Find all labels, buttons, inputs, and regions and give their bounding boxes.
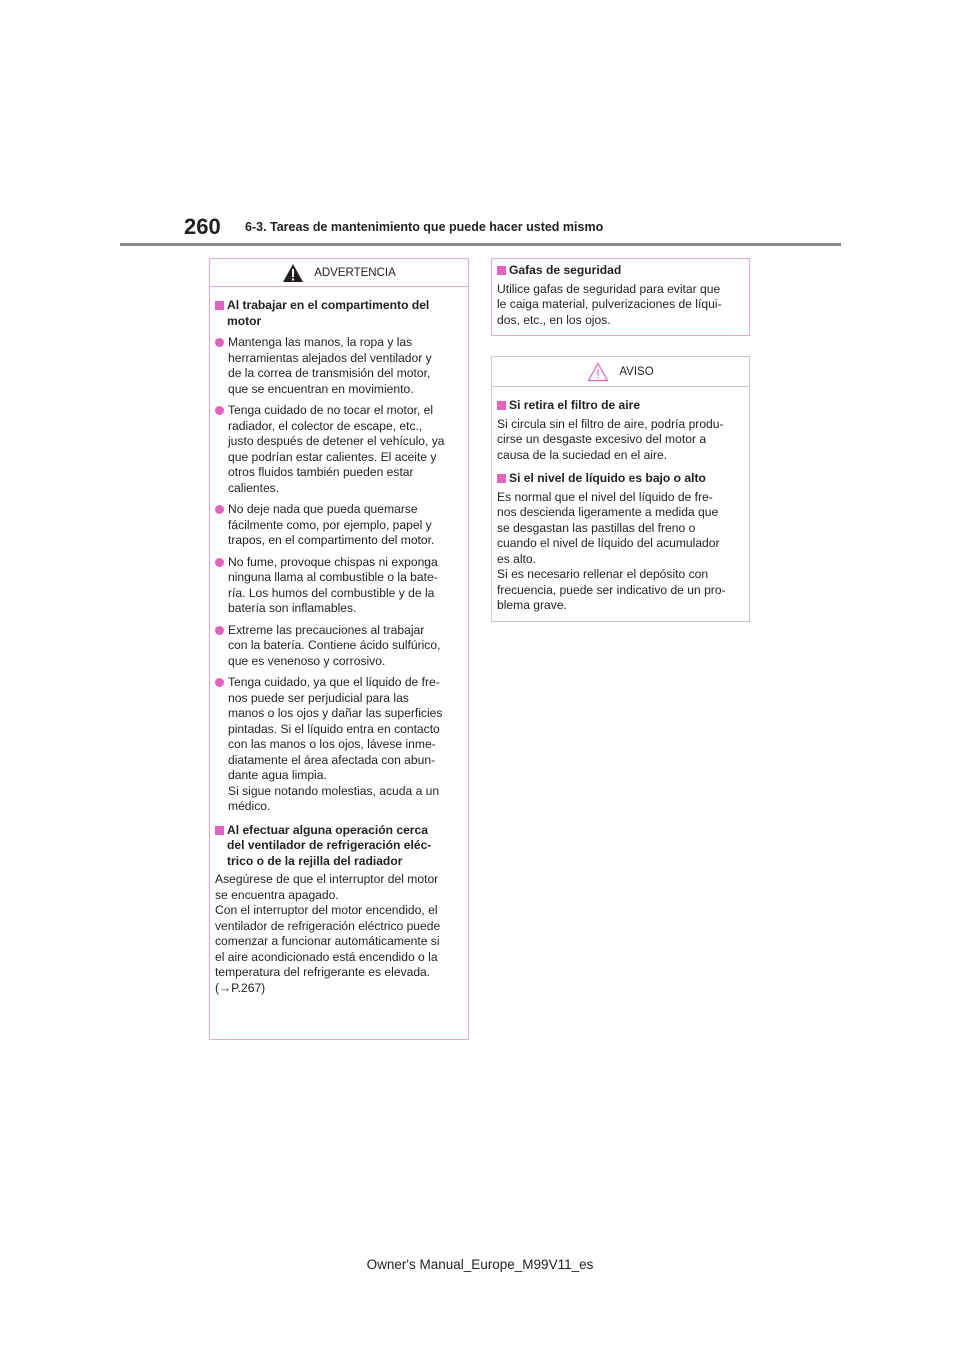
warning-bullet: No deje nada que pueda quemarse fácilmente como, por ejemplo, papel y trapos, en el compartimento del motor. xyxy=(215,502,463,549)
warning-heading-engine-compartment: Al trabajar en el compartimento del motor xyxy=(215,298,463,329)
warning-heading-cooling-fan: Al efectuar alguna operación cerca del ventilador de refrigeración eléc- trico o de la rejilla del radiador xyxy=(215,823,463,870)
caution-triangle-icon xyxy=(587,362,609,382)
notice-box-header xyxy=(492,357,749,387)
notice-heading-air-filter: Si retira el filtro de aire xyxy=(497,398,744,414)
footer-text: Owner's Manual_Europe_M99V11_es xyxy=(366,1257,594,1272)
warning-box-header xyxy=(210,259,468,287)
notice-heading-fluid-level: Si el nivel de líquido es bajo o alto xyxy=(497,471,744,487)
header-rule xyxy=(120,243,841,246)
page-number: 260 xyxy=(184,214,221,239)
warning-bullet: Tenga cuidado, ya que el líquido de fre- nos puede ser perjudicial para las manos o los ojos y dañar las superficies pintadas. Si el líquido entra en contacto con las manos o los ojos, lávese inme- diatamente el área afectada con abun- dante agua limpia. Si sigue notando molestias, acuda a un médico. xyxy=(215,675,463,815)
warning-box-body xyxy=(210,287,468,1006)
notice-paragraph: Es normal que el nivel del líquido de fre- nos descienda ligeramente a medida que se desgastan las pastillas del freno o cuando el nivel de líquido del acumulador es alto. Si es necesario rellenar el depósito con frecuencia, puede ser indicativo de un pro- blema grave. xyxy=(497,489,726,612)
notice-box-body xyxy=(492,387,749,624)
warning-paragraph: Asegúrese de que el interruptor del motor se encuentra apagado. Con el interruptor del motor encendido, el ventilador de refrigeración eléctrico puede comenzar a funcionar automáticamente si el aire acondicionado está encendido o la temperatura del refrigerante es elevada. (→P.267) xyxy=(215,872,441,995)
goggles-heading: Gafas de seguridad xyxy=(497,263,744,279)
warning-bullet: No fume, provoque chispas ni exponga ninguna llama al combustible o la bate- ría. Los humos del combustible y de la batería son inflamables. xyxy=(215,555,463,617)
warning-triangle-icon xyxy=(282,263,304,283)
warning-bullet: Extreme las precauciones al trabajar con la batería. Contiene ácido sulfúrico, que es venenoso y corrosivo. xyxy=(215,623,463,670)
notice-paragraph: Si circula sin el filtro de aire, podría produ- cirse un desgaste excesivo del motor a causa de la suciedad en el aire. xyxy=(497,416,724,462)
warning-box xyxy=(209,258,469,1040)
section-title: 6-3. Tareas de mantenimiento que puede hacer usted mismo xyxy=(245,220,604,234)
warning-bullet: Mantenga las manos, la ropa y las herramientas alejados del ventilador y de la correa de transmisión del motor, que se encuentran en movimiento. xyxy=(215,335,463,397)
goggles-box xyxy=(491,258,750,336)
notice-box xyxy=(491,356,750,622)
goggles-box-body xyxy=(492,259,749,338)
goggles-paragraph: Utilice gafas de seguridad para evitar que le caiga material, pulverizaciones de líqui- dos, etc., en los ojos. xyxy=(497,281,722,327)
warning-title: ADVERTENCIA xyxy=(314,266,396,279)
warning-bullet: Tenga cuidado de no tocar el motor, el radiador, el colector de escape, etc., justo después de detener el vehículo, ya que podrían estar calientes. El aceite y otros fluidos también pueden estar calientes. xyxy=(215,403,463,496)
notice-title: AVISO xyxy=(619,365,654,378)
